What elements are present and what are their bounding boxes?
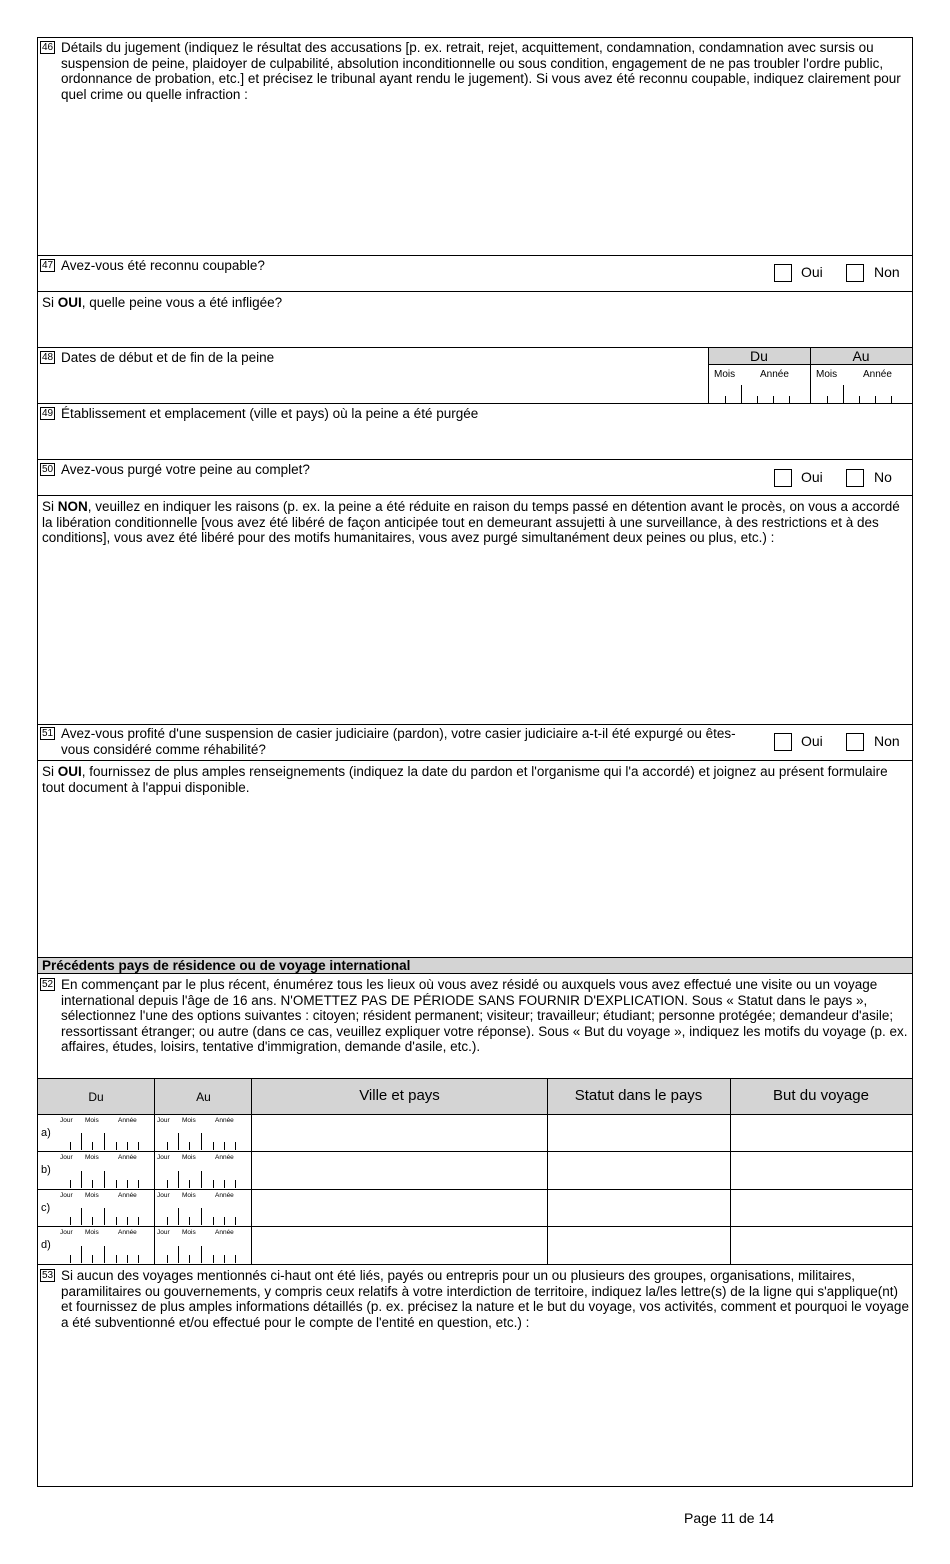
q51-yes-label: Oui [801, 733, 823, 749]
section-header [38, 957, 912, 974]
q52-text: En commençant par le plus récent, énumérez tous les lieux où vous avez résidé ou auxquels vous avez effectué une visite ou un voyage international depuis l'âge de 16 ans. N'OMETTEZ PAS DE PÉRIODE SANS FOURNIR D'EXPLICATION. Sous « Statut dans le pays », sélectionnez l'une des options suivantes : citoyen; résident permanent; visiteur; travailleur; étudiant; personne protégée; demandeur d'asile; ressortissant étranger; ou autre (dans ce cas, veuillez expliquer votre réponse). Sous « But du voyage », indiquez les motifs du voyage (p. ex. affaires, études, loisirs, tentative d'immigration, demande d'asile, etc.). [61, 977, 908, 1054]
table-row [38, 1115, 912, 1152]
q53-details-input[interactable] [38, 1353, 912, 1486]
table-row [38, 1227, 912, 1265]
col-purpose-header: But du voyage [773, 1087, 869, 1104]
row-label: a) [41, 1127, 51, 1139]
q46-text: Détails du jugement (indiquez le résultat des accusations [p. ex. retrait, rejet, acquittement, condamnation, condamnation avec sursis ou suspension de peine, plaidoyer de culpabilité, absolution inconditionnelle ou sous condition, engagement de ne pas troubler l'ordre public, ordonnance de probation, etc.] et précisez le tribunal ayant rendu le jugement). Si vous avez été reconnu coupable, indiquez clairement pour quel crime ou quelle infraction : [61, 40, 901, 102]
divider [38, 495, 912, 496]
q48-from-month-label: Mois [714, 369, 736, 380]
q53-number: 53 [42, 1270, 54, 1281]
page-number: Page 11 de 14 [684, 1510, 775, 1526]
q50-no-checkbox[interactable] [846, 469, 864, 487]
divider [38, 760, 912, 761]
q49-number: 49 [42, 408, 54, 419]
q47-text: Avez-vous été reconnu coupable? [61, 258, 265, 273]
row-label: c) [41, 1202, 51, 1214]
divider [38, 255, 912, 256]
row-status-input[interactable] [548, 1190, 730, 1226]
divider [38, 459, 912, 460]
q50-yes-checkbox[interactable] [774, 469, 792, 487]
q48-from-label: Du [750, 348, 768, 364]
table-row [38, 1190, 912, 1227]
row-status-input[interactable] [548, 1115, 730, 1151]
q47-followup: Si OUI, quelle peine vous a été infligée? [42, 295, 283, 310]
q51-text: Avez-vous profité d'une suspension de casier judiciaire (pardon), votre casier judiciaire a-t-il été expurgé ou êtes-vous considéré comme réhabilité? [61, 726, 736, 757]
q51-yes-checkbox[interactable] [774, 733, 792, 751]
row-city-input[interactable] [252, 1115, 547, 1151]
row-status-input[interactable] [548, 1227, 730, 1264]
q47-yes-checkbox[interactable] [774, 264, 792, 282]
row-purpose-input[interactable] [731, 1152, 912, 1189]
q48-number: 48 [42, 352, 54, 363]
row-from-date-input[interactable]: Jour Mois Année [60, 1116, 154, 1151]
row-status-input[interactable] [548, 1152, 730, 1189]
q50-reasons-input[interactable] [38, 568, 912, 723]
form-frame [37, 37, 913, 1487]
q51-number: 51 [42, 728, 54, 739]
q48-to-label: Au [852, 348, 870, 364]
row-label: b) [41, 1164, 51, 1176]
row-city-input[interactable] [252, 1152, 547, 1189]
q52-number: 52 [42, 979, 54, 990]
row-from-date-input[interactable]: Jour Mois Année [60, 1191, 154, 1226]
row-purpose-input[interactable] [731, 1190, 912, 1226]
col-city-header: Ville et pays [359, 1087, 440, 1104]
q47-number: 47 [42, 260, 54, 271]
divider [38, 403, 912, 404]
q49-text: Établissement et emplacement (ville et pays) où la peine a été purgée [61, 406, 479, 421]
q50-text: Avez-vous purgé votre peine au complet? [61, 462, 310, 477]
q47-sentence-input[interactable] [38, 313, 912, 346]
row-to-date-input[interactable]: Jour Mois Année [157, 1116, 251, 1151]
row-city-input[interactable] [252, 1190, 547, 1226]
divider [38, 724, 912, 725]
q48-to-month-label: Mois [816, 369, 838, 380]
q51-no-checkbox[interactable] [846, 733, 864, 751]
q51-details-input[interactable] [38, 798, 912, 956]
q48-from-year-label: Année [760, 369, 789, 380]
divider [38, 291, 912, 292]
row-to-date-input[interactable]: Jour Mois Année [157, 1153, 251, 1189]
q50-number: 50 [42, 464, 54, 475]
q47-no-label: Non [874, 264, 900, 280]
q48-to-year-label: Année [863, 369, 892, 380]
row-city-input[interactable] [252, 1227, 547, 1264]
section-title: Précédents pays de résidence ou de voyage international [42, 958, 411, 973]
q50-followup: Si NON, veuillez en indiquer les raisons (p. ex. la peine a été réduite en raison du temps passé en détention avant le procès, on vous a accordé la libération conditionnelle [vous avez été libéré de façon anticipée tout en demeurant assujetti à une surveillance, à des restrictions et à des conditions], vous avez été libéré pour des motifs humanitaires, vous avez purgé simultanément deux peines ou plus, etc.) : [42, 499, 900, 545]
q51-followup: Si OUI, fournissez de plus amples renseignements (indiquez la date du pardon et l'organisme qui l'a accordé) et joignez au présent formulaire tout document à l'appui disponible. [42, 764, 888, 795]
row-from-date-input[interactable]: Jour Mois Année [60, 1153, 154, 1189]
row-purpose-input[interactable] [731, 1227, 912, 1264]
row-label: d) [41, 1239, 51, 1251]
row-from-date-input[interactable]: Jour Mois Année [60, 1228, 154, 1264]
q46-answer-area[interactable] [38, 108, 912, 254]
q51-no-label: Non [874, 733, 900, 749]
row-to-date-input[interactable]: Jour Mois Année [157, 1191, 251, 1226]
col-to-header: Au [196, 1090, 211, 1104]
q47-no-checkbox[interactable] [846, 264, 864, 282]
q48-from-date-input[interactable] [709, 383, 810, 403]
q50-no-label: No [874, 469, 892, 485]
row-to-date-input[interactable]: Jour Mois Année [157, 1228, 251, 1264]
q47-yes-label: Oui [801, 264, 823, 280]
travel-table-header [38, 1078, 912, 1115]
q46-number: 46 [42, 42, 54, 53]
q53-text: Si aucun des voyages mentionnés ci-haut ont été liés, payés ou entrepris pour un ou plusieurs des groupes, organisations, militaires, paramilitaires ou gouvernements, y compris ceux relatifs à votre interdiction de territoire, indiquez la/les lettre(s) de la ligne qui s'applique(nt) et fournissez de plus amples informations détaillés (p. ex. précisez la nature et le but du voyage, vos activités, comment et pourquoi le voyage a été subventionné et/ou effectué pour le compte de l'entité en question, etc.) : [61, 1268, 909, 1330]
col-status-header: Statut dans le pays [574, 1087, 703, 1104]
q48-to-date-input[interactable] [811, 383, 912, 403]
col-from-header: Du [88, 1090, 104, 1104]
row-purpose-input[interactable] [731, 1115, 912, 1151]
q50-yes-label: Oui [801, 469, 823, 485]
q49-input[interactable] [38, 424, 912, 458]
q48-text: Dates de début et de fin de la peine [61, 350, 275, 365]
table-row [38, 1152, 912, 1190]
